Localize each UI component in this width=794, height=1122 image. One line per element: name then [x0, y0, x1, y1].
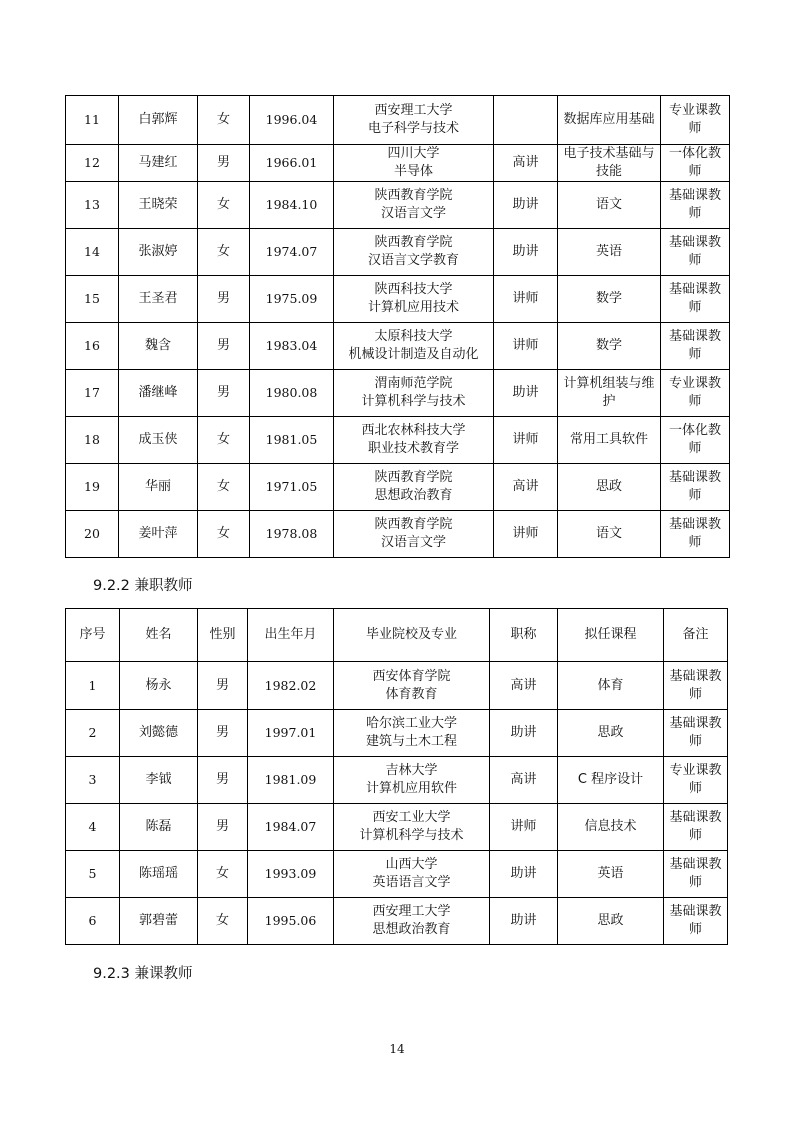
- birth-date-cell: 1980.08: [250, 370, 334, 417]
- major-name: 职业技术教育学: [367, 441, 459, 456]
- birth-date-cell: 1966.01: [250, 145, 334, 182]
- course-cell: 数学: [558, 276, 661, 323]
- birth-date-cell: 1995.06: [248, 898, 334, 945]
- job-title-cell: 讲师: [494, 511, 558, 558]
- teacher-name-cell: 张淑婷: [119, 229, 198, 276]
- school-major-cell: [334, 182, 494, 229]
- page-number: 14: [389, 1042, 405, 1056]
- gender-cell: 男: [198, 757, 248, 804]
- major-name: 半导体: [393, 164, 433, 179]
- teacher-name-cell: 王晓荣: [119, 182, 198, 229]
- major-name: 建筑与土木工程: [365, 734, 457, 749]
- gender-cell: 女: [198, 511, 250, 558]
- teacher-name-cell: 刘懿德: [120, 710, 198, 757]
- school-name: 陕西教育学院: [374, 235, 453, 250]
- birth-date-cell: 1983.04: [250, 323, 334, 370]
- row-number-cell: 2: [66, 710, 120, 757]
- gender-cell: 女: [198, 851, 248, 898]
- teacher-name-cell: 李钺: [120, 757, 198, 804]
- note-cell: 基础课教师: [661, 182, 730, 229]
- course-cell: 英语: [558, 851, 664, 898]
- note-cell: 基础课教师: [661, 464, 730, 511]
- note-cell: 基础课教师: [661, 229, 730, 276]
- gender-cell: 女: [198, 182, 250, 229]
- job-title-cell: 助讲: [490, 851, 558, 898]
- school-major-cell: [334, 417, 494, 464]
- job-title-cell: 高讲: [490, 662, 558, 710]
- table-row: [66, 710, 728, 757]
- teacher-name-cell: 姜叶萍: [119, 511, 198, 558]
- row-number-cell: 14: [66, 229, 119, 276]
- teacher-name-cell: 陈磊: [120, 804, 198, 851]
- gender-cell: 男: [198, 662, 248, 710]
- header-title: 职称: [490, 609, 558, 662]
- header-school: 毕业院校及专业: [334, 609, 490, 662]
- note-cell: 基础课教师: [664, 804, 728, 851]
- table-row: [66, 757, 728, 804]
- gender-cell: 男: [198, 323, 250, 370]
- header-name: 姓名: [120, 609, 198, 662]
- row-number-cell: 6: [66, 898, 120, 945]
- job-title-cell: 高讲: [494, 145, 558, 182]
- note-cell: 基础课教师: [661, 511, 730, 558]
- row-number-cell: 11: [66, 96, 119, 145]
- major-name: 机械设计制造及自动化: [348, 347, 479, 362]
- table-row: [66, 276, 730, 323]
- row-number-cell: 19: [66, 464, 119, 511]
- course-cell: 计算机组装与维护: [558, 370, 661, 417]
- course-cell: 电子技术基础与技能: [558, 145, 661, 182]
- job-title-cell: 高讲: [490, 757, 558, 804]
- birth-date-cell: 1971.05: [250, 464, 334, 511]
- note-cell: 基础课教师: [661, 323, 730, 370]
- major-name: 计算机科学与技术: [361, 394, 466, 409]
- school-name: 哈尔滨工业大学: [365, 716, 457, 731]
- birth-date-cell: 1997.01: [248, 710, 334, 757]
- school-major-cell: [334, 370, 494, 417]
- school-name: 吉林大学: [385, 763, 438, 778]
- job-title-cell: 讲师: [494, 417, 558, 464]
- table-row: [66, 662, 728, 710]
- school-major-cell: [334, 662, 490, 710]
- job-title-cell: 助讲: [490, 710, 558, 757]
- teacher-name-cell: 成玉侠: [119, 417, 198, 464]
- table-row: [66, 370, 730, 417]
- school-name: 西安理工大学: [374, 103, 453, 118]
- gender-cell: 女: [198, 96, 250, 145]
- major-name: 汉语言文学: [380, 535, 446, 550]
- major-name: 计算机应用技术: [367, 300, 459, 315]
- teacher-name-cell: 马建红: [119, 145, 198, 182]
- table-row: [66, 145, 730, 182]
- row-number-cell: 20: [66, 511, 119, 558]
- major-name: 计算机科学与技术: [359, 828, 464, 843]
- table-row: [66, 898, 728, 945]
- row-number-cell: 18: [66, 417, 119, 464]
- gender-cell: 女: [198, 898, 248, 945]
- row-number-cell: 5: [66, 851, 120, 898]
- note-cell: 基础课教师: [664, 851, 728, 898]
- school-major-cell: [334, 511, 494, 558]
- school-major-cell: [334, 898, 490, 945]
- school-major-cell: [334, 757, 490, 804]
- job-title-cell: 助讲: [494, 370, 558, 417]
- birth-date-cell: 1981.05: [250, 417, 334, 464]
- course-cell: 语文: [558, 182, 661, 229]
- job-title-cell: 讲师: [490, 804, 558, 851]
- table-row: [66, 511, 730, 558]
- birth-date-cell: 1978.08: [250, 511, 334, 558]
- header-note: 备注: [664, 609, 728, 662]
- job-title-cell: [494, 96, 558, 145]
- school-name: 西北农林科技大学: [361, 423, 466, 438]
- row-number-cell: 17: [66, 370, 119, 417]
- row-number-cell: 15: [66, 276, 119, 323]
- gender-cell: 女: [198, 417, 250, 464]
- school-name: 西安体育学院: [372, 668, 451, 684]
- school-name: 陕西教育学院: [374, 470, 453, 485]
- note-cell: 基础课教师: [664, 898, 728, 945]
- school-name: 山西大学: [385, 857, 438, 872]
- header-gender: 性别: [198, 609, 248, 662]
- teacher-name-cell: 潘继峰: [119, 370, 198, 417]
- school-name: 陕西教育学院: [374, 188, 453, 203]
- major-name: 汉语言文学教育: [367, 253, 459, 268]
- major-name: 思想政治教育: [374, 488, 453, 503]
- teacher-name-cell: 华丽: [119, 464, 198, 511]
- birth-date-cell: 1974.07: [250, 229, 334, 276]
- job-title-cell: 讲师: [494, 276, 558, 323]
- row-number-cell: 13: [66, 182, 119, 229]
- header-no: 序号: [66, 609, 120, 662]
- note-cell: 一体化教师: [661, 417, 730, 464]
- concurrent-section-heading: 9.2.3 兼课教师: [93, 966, 193, 982]
- course-cell: 思政: [558, 898, 664, 945]
- school-major-cell: [334, 96, 494, 145]
- row-number-cell: 1: [66, 662, 120, 710]
- table-row: [66, 323, 730, 370]
- birth-date-cell: 1993.09: [248, 851, 334, 898]
- table-row: [66, 417, 730, 464]
- row-number-cell: 16: [66, 323, 119, 370]
- note-cell: 基础课教师: [664, 710, 728, 757]
- course-cell: 常用工具软件: [558, 417, 661, 464]
- header-course: 拟任课程: [558, 609, 664, 662]
- job-title-cell: 讲师: [494, 323, 558, 370]
- school-name: 陕西教育学院: [374, 517, 453, 532]
- teacher-name-cell: 杨永: [120, 662, 198, 710]
- gender-cell: 男: [198, 145, 250, 182]
- school-name: 太原科技大学: [374, 329, 453, 344]
- note-cell: 专业课教师: [661, 370, 730, 417]
- school-major-cell: [334, 229, 494, 276]
- table-header-row: [66, 609, 728, 662]
- school-major-cell: [334, 145, 494, 182]
- table-row: [66, 804, 728, 851]
- table-row: [66, 182, 730, 229]
- note-cell: 一体化教师: [661, 145, 730, 182]
- birth-date-cell: 1984.10: [250, 182, 334, 229]
- major-name: 思想政治教育: [372, 922, 451, 937]
- gender-cell: 男: [198, 710, 248, 757]
- table-row: [66, 464, 730, 511]
- course-cell: 体育: [558, 662, 664, 710]
- header-birth: 出生年月: [248, 609, 334, 662]
- course-cell: C 程序设计: [558, 757, 664, 804]
- note-cell: 基础课教师: [661, 276, 730, 323]
- job-title-cell: 高讲: [494, 464, 558, 511]
- school-name: 渭南师范学院: [374, 376, 453, 391]
- birth-date-cell: 1982.02: [248, 662, 334, 710]
- school-major-cell: [334, 276, 494, 323]
- teacher-name-cell: 郭碧蕾: [120, 898, 198, 945]
- school-name: 四川大学: [387, 146, 440, 161]
- table-row: [66, 96, 730, 145]
- school-name: 西安工业大学: [372, 810, 451, 825]
- job-title-cell: 助讲: [494, 182, 558, 229]
- parttime-teacher-table: [65, 608, 728, 945]
- table-row: [66, 229, 730, 276]
- course-cell: 信息技术: [558, 804, 664, 851]
- job-title-cell: 助讲: [490, 898, 558, 945]
- school-major-cell: [334, 804, 490, 851]
- birth-date-cell: 1981.09: [248, 757, 334, 804]
- school-name: 陕西科技大学: [374, 282, 453, 297]
- gender-cell: 女: [198, 229, 250, 276]
- major-name: 汉语言文学: [380, 206, 446, 221]
- teacher-name-cell: 王圣君: [119, 276, 198, 323]
- teacher-name-cell: 陈瑶瑶: [120, 851, 198, 898]
- row-number-cell: 3: [66, 757, 120, 804]
- teacher-name-cell: 白郭辉: [119, 96, 198, 145]
- birth-date-cell: 1984.07: [248, 804, 334, 851]
- birth-date-cell: 1996.04: [250, 96, 334, 145]
- school-name: 西安理工大学: [372, 904, 451, 919]
- course-cell: 思政: [558, 464, 661, 511]
- note-cell: 专业课教师: [664, 757, 728, 804]
- table-row: [66, 851, 728, 898]
- parttime-section-heading: 9.2.2 兼职教师: [93, 578, 193, 594]
- course-cell: 数学: [558, 323, 661, 370]
- school-major-cell: [334, 710, 490, 757]
- row-number-cell: 12: [66, 145, 119, 182]
- major-name: 体育教育: [385, 686, 438, 702]
- course-cell: 英语: [558, 229, 661, 276]
- major-name: 英语语言文学: [372, 875, 451, 890]
- gender-cell: 男: [198, 370, 250, 417]
- gender-cell: 女: [198, 464, 250, 511]
- note-cell: 基础课教师: [664, 662, 728, 710]
- school-major-cell: [334, 323, 494, 370]
- note-cell: 专业课教师: [661, 96, 730, 145]
- course-cell: 思政: [558, 710, 664, 757]
- course-cell: 数据库应用基础: [558, 96, 661, 145]
- course-cell: 语文: [558, 511, 661, 558]
- job-title-cell: 助讲: [494, 229, 558, 276]
- major-name: 计算机应用软件: [365, 781, 457, 796]
- gender-cell: 男: [198, 804, 248, 851]
- birth-date-cell: 1975.09: [250, 276, 334, 323]
- row-number-cell: 4: [66, 804, 120, 851]
- major-name: 电子科学与技术: [367, 121, 459, 136]
- school-major-cell: [334, 464, 494, 511]
- teacher-name-cell: 魏含: [119, 323, 198, 370]
- school-major-cell: [334, 851, 490, 898]
- gender-cell: 男: [198, 276, 250, 323]
- fulltime-teacher-table: [65, 95, 730, 558]
